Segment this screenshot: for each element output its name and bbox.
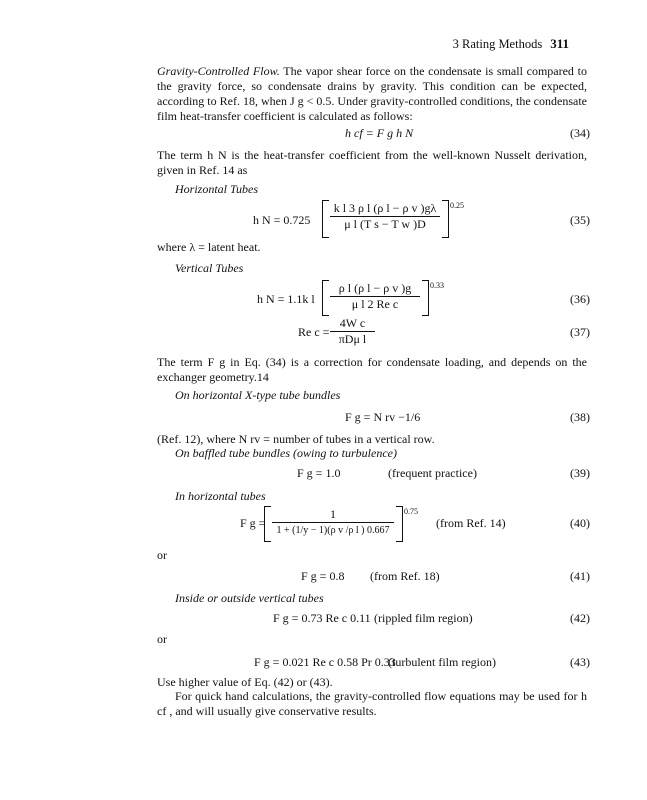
eq39-number: (39) [570,466,590,480]
eq42-expression: F g = 0.73 Re c 0.11 [273,611,371,625]
eq42-note: (rippled film region) [374,611,473,625]
eq37-number: (37) [570,325,590,339]
equation-34 [345,126,413,141]
running-header [453,36,569,52]
eq40-numerator: 1 [272,507,394,523]
page-number: 311 [550,36,569,51]
final-note-2: For quick hand calculations, the gravity-controlled flow equations may be used for h cf , and will usually give conservative results. [157,689,587,718]
eq37-lhs: Re c = [298,325,330,339]
eq40-number: (40) [570,516,590,530]
eq37-fraction [330,316,375,347]
eq35-numerator: k l 3 ρ l (ρ l − ρ v )gλ [330,201,440,217]
eq40-denominator: 1 + (1/y − 1)(ρ v /ρ l ) 0.667 [276,525,390,536]
eq35-denominator: μ l (T s − T w )D [344,217,426,231]
eq39-expression: F g = 1.0 [297,466,341,480]
eq36-exponent: 0.33 [430,281,444,290]
horizontal-tubes-heading: Horizontal Tubes [175,182,259,196]
eq34-number: (34) [570,126,590,140]
eq38-expression: F g = N rv −1/6 [345,410,421,424]
gravity-paragraph [157,64,587,124]
correction-paragraph: The term F g in Eq. (34) is a correction for condensate loading, and depends on the exchanger geometry.14 [157,355,587,384]
or-connector-1: or [157,548,167,562]
final-note-1: Use higher value of Eq. (42) or (43). [157,675,333,689]
eq36-left-bracket [322,280,329,316]
eq36-denominator: μ l 2 Re c [351,297,399,311]
eq35-fraction [330,201,440,232]
eq35-number: (35) [570,213,590,227]
gravity-heading: Gravity-Controlled Flow. [157,64,280,78]
eq34-expression: h cf = F g h N [345,126,414,140]
eq36-lhs: h N = 1.1k l [257,292,315,306]
eq43-note: (turbulent film region) [388,655,496,669]
in-horizontal-tubes-heading: In horizontal tubes [175,489,266,503]
eq35-lhs: h N = 0.725 [253,213,311,227]
eq35-left-bracket [322,200,329,238]
eq35-exponent: 0.25 [450,201,464,210]
eq35-right-bracket [442,200,449,238]
eq40-left-bracket [264,506,271,542]
nusselt-paragraph: The term h N is the heat-transfer coefficient from the well-known Nusselt derivation, given in Ref. 14 as [157,148,587,177]
vertical-tubes-heading: Vertical Tubes [175,261,244,275]
eq40-note: (from Ref. 14) [436,516,506,530]
eq43-number: (43) [570,655,590,669]
eq36-numerator: ρ l (ρ l − ρ v )g [330,281,420,297]
eq41-note: (from Ref. 18) [370,569,440,583]
eq42-number: (42) [570,611,590,625]
eq40-exponent: 0.75 [404,507,418,516]
vertical-inside-outside-heading: Inside or outside vertical tubes [175,591,324,605]
eq36-number: (36) [570,292,590,306]
eq36-fraction [330,281,420,312]
eq40-lhs: F g = [240,516,266,530]
xtype-heading: On horizontal X-type tube bundles [175,388,341,402]
ref12-note: (Ref. 12), where N rv = number of tubes in a vertical row. [157,432,435,446]
eq43-expression: F g = 0.021 Re c 0.58 Pr 0.33 [254,655,396,669]
eq37-numerator: 4W c [330,316,375,332]
eq37-denominator: πDμ l [338,332,367,346]
eq41-expression: F g = 0.8 [301,569,345,583]
eq38-number: (38) [570,410,590,424]
gravity-text: The vapor shear force on the condensate is small compared to the gravity force, so condensate drains by gravity. This condition can be expected, according to Ref. 18, when J g < 0.5. Under gravity-controlled conditions, the condensate film heat-transfer coefficient is calculated as follows: [157,64,587,123]
eq39-note: (frequent practice) [388,466,477,480]
chapter-title: 3 Rating Methods [452,37,543,51]
eq41-number: (41) [570,569,590,583]
eq40-fraction [272,507,394,538]
eq40-right-bracket [396,506,403,542]
or-connector-2: or [157,632,167,646]
latent-heat-note: where λ = latent heat. [157,240,261,254]
baffled-heading: On baffled tube bundles (owing to turbulence) [175,446,397,460]
eq36-right-bracket [422,280,429,316]
